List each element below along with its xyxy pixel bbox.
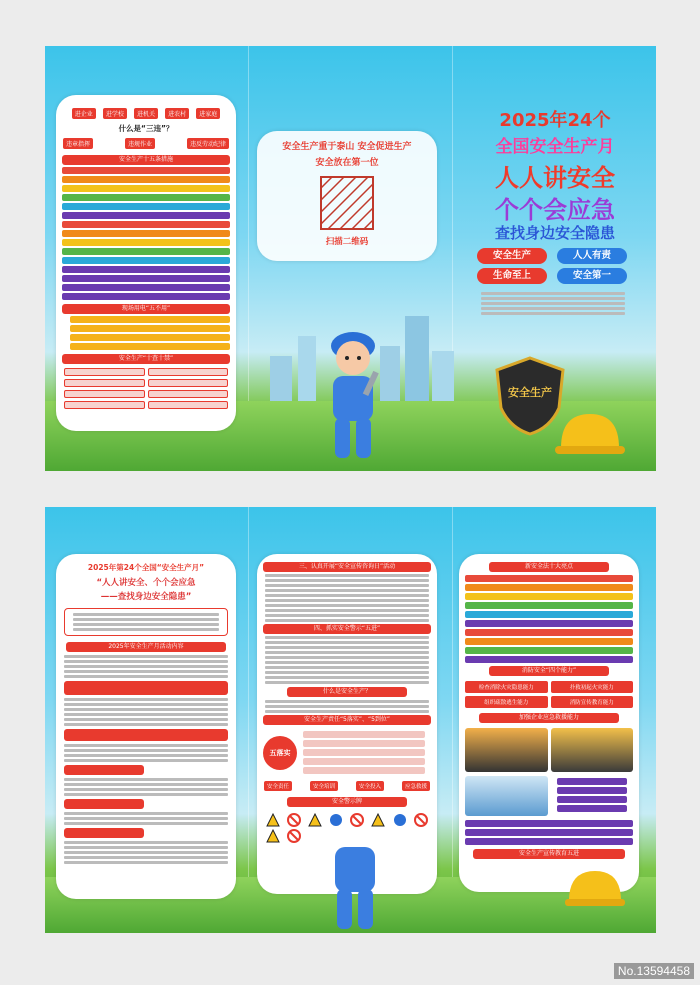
three-violations-question: 什么是“三违”？ bbox=[118, 124, 174, 133]
title-line-2: 个个会应急 bbox=[495, 196, 615, 224]
strengthen-title: 加强企业应急救援能力 bbox=[479, 713, 619, 723]
illustration-image bbox=[465, 728, 548, 772]
no-entry-icon bbox=[414, 813, 428, 827]
no-entry-icon bbox=[287, 829, 301, 843]
slogan-pill: 安全生产 bbox=[477, 248, 547, 264]
intro-paragraph bbox=[473, 290, 633, 317]
header-line-2: “人人讲安全、个个会应急 bbox=[96, 578, 196, 588]
brochure-outside bbox=[45, 46, 656, 471]
center-content-card bbox=[257, 554, 437, 894]
duty-chip: 安全投入 bbox=[356, 781, 384, 791]
highlights-title: 新安全法十大亮点 bbox=[489, 562, 609, 572]
slogan-line-2: 安全放在第一位 bbox=[315, 158, 379, 168]
image-id-watermark: No.13594458 bbox=[614, 963, 694, 979]
ability-item: 检查消除火灾隐患能力 bbox=[465, 681, 548, 693]
duty-chip: 安全责任 bbox=[264, 781, 292, 791]
title-line-3: 查找身边安全隐患 bbox=[494, 224, 615, 242]
violation-label: 违规作业 bbox=[125, 138, 155, 149]
header-line-1: 2025年第24个全国“安全生产月” bbox=[87, 563, 205, 572]
warning-triangle-icon bbox=[266, 813, 280, 827]
fold-line bbox=[248, 507, 249, 933]
duty-chip: 安全培训 bbox=[310, 781, 338, 791]
shield-text: 安全生产 bbox=[508, 386, 552, 399]
no-entry-icon bbox=[287, 813, 301, 827]
worker-character bbox=[315, 847, 395, 933]
tag: 进家庭 bbox=[196, 108, 220, 119]
section-heading: 安全生产“十查十禁” bbox=[62, 354, 230, 364]
warning-signs-grid bbox=[257, 810, 437, 846]
duty-chip: 应急救援 bbox=[402, 781, 430, 791]
slogan-pill: 安全第一 bbox=[557, 268, 627, 284]
ability-item: 消防宣传教育能力 bbox=[551, 696, 634, 708]
header-line-3: ——查找身边安全隐患” bbox=[100, 592, 192, 602]
left-content-card bbox=[56, 554, 236, 899]
footer-title: 安全生产宣传教育五进 bbox=[473, 849, 625, 859]
title-line-1: 人人讲安全 bbox=[495, 164, 615, 192]
qr-label: 扫描二维码 bbox=[325, 237, 369, 247]
qr-card bbox=[257, 131, 437, 261]
ability-item: 组织疏散逃生能力 bbox=[465, 696, 548, 708]
five-badge: 五落实 bbox=[263, 736, 297, 770]
hard-hat-icon bbox=[555, 408, 625, 456]
tag: 进学校 bbox=[103, 108, 127, 119]
mandatory-icon bbox=[329, 813, 343, 827]
slogan-line-1: 安全生产重于泰山 安全促进生产 bbox=[282, 142, 412, 152]
warning-signs-title: 安全警示牌 bbox=[287, 797, 407, 807]
section-3-title: 三、认真开展“安全宣传咨询日”活动 bbox=[263, 562, 431, 572]
illustration-image bbox=[465, 776, 548, 816]
section-4-title: 四、抓实安全警示“五进” bbox=[263, 624, 431, 634]
tag: 进机关 bbox=[134, 108, 158, 119]
content-title: 2025年安全生产月活动内容 bbox=[66, 642, 226, 652]
fold-line bbox=[452, 507, 453, 933]
no-entry-icon bbox=[350, 813, 364, 827]
slogan-pill: 生命至上 bbox=[477, 268, 547, 284]
four-abilities-title: 消防安全“四个能力” bbox=[489, 666, 609, 676]
brochure-inside bbox=[45, 507, 656, 933]
title-month: 全国安全生产月 bbox=[495, 137, 615, 157]
worker-character bbox=[313, 326, 393, 471]
warning-triangle-icon bbox=[371, 813, 385, 827]
warning-triangle-icon bbox=[266, 829, 280, 843]
violation-label: 违反劳动纪律 bbox=[187, 138, 229, 149]
slogan-pill: 人人有责 bbox=[557, 248, 627, 264]
qr-code-icon[interactable] bbox=[320, 176, 374, 230]
tag: 进农村 bbox=[165, 108, 189, 119]
section-heading: 现场用电“五不用” bbox=[62, 304, 230, 314]
illustration-image bbox=[551, 728, 634, 772]
ability-item: 扑救初起火灾能力 bbox=[551, 681, 634, 693]
what-is-safety-title: 什么是安全生产？ bbox=[287, 687, 407, 697]
tag: 进企业 bbox=[72, 108, 96, 119]
warning-triangle-icon bbox=[308, 813, 322, 827]
hard-hat-icon bbox=[565, 867, 625, 907]
section-heading: 安全生产十五条措施 bbox=[62, 155, 230, 165]
five-duties-title: 安全生产责任“5落实”、“5到位” bbox=[263, 715, 431, 725]
left-info-card bbox=[56, 95, 236, 431]
mandatory-icon bbox=[393, 813, 407, 827]
right-content-card bbox=[459, 554, 639, 892]
title-year: 2025年24个 bbox=[499, 110, 611, 131]
violation-label: 违章指挥 bbox=[63, 138, 93, 149]
